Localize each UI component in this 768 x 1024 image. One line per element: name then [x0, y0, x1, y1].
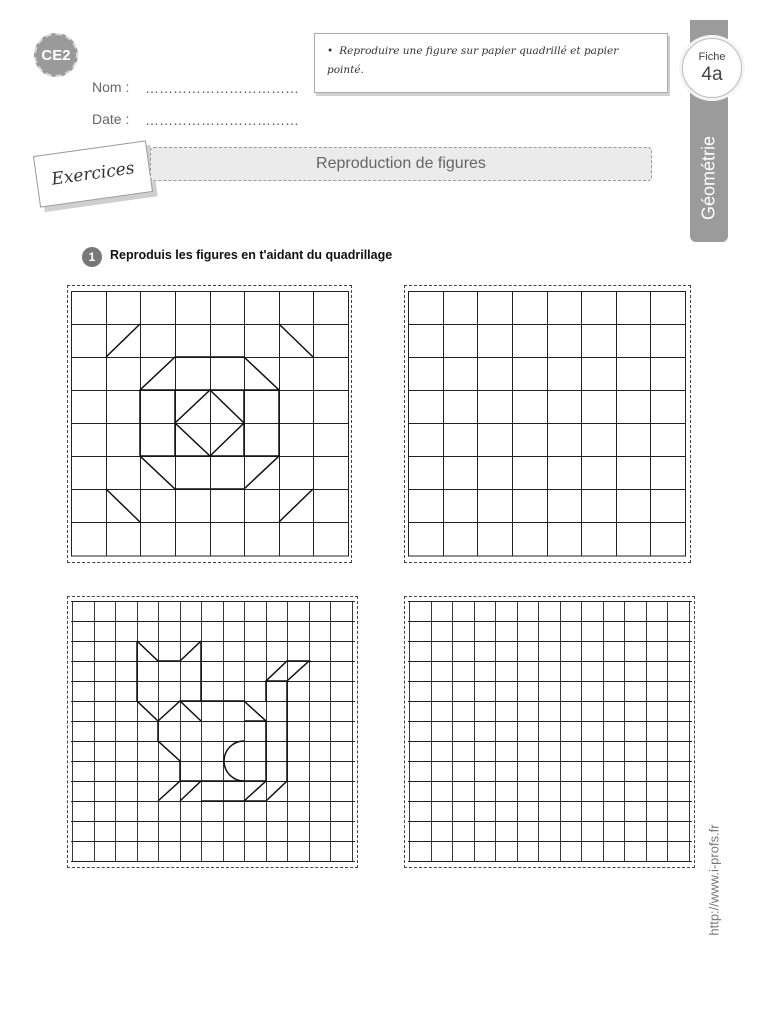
name-label: Nom : [92, 79, 130, 95]
bullet-icon: • [327, 45, 334, 57]
exercise-instruction: Reproduis les figures en t'aidant du quadrillage [110, 248, 393, 262]
copy-panel-2[interactable] [404, 596, 695, 868]
page-title: Reproduction de figures [150, 147, 652, 181]
model-panel-2 [67, 596, 358, 868]
exercise-number-badge: 1 [82, 247, 102, 267]
copy-panel-1[interactable] [404, 285, 691, 563]
fiche-label: Fiche [698, 51, 726, 63]
copy-grid-2 [405, 597, 694, 867]
objective-box [314, 33, 668, 93]
date-label: Date : [92, 111, 130, 127]
section-tag: Exercices [33, 140, 153, 207]
cat-figure [137, 641, 309, 801]
subject-label: Géométrie [698, 135, 719, 221]
level-badge: CE2 [34, 33, 78, 77]
date-field[interactable]: …………………………… [145, 112, 299, 128]
objective-text: Reproduire une figure sur papier quadrillé et papier pointé. [327, 45, 619, 76]
footer-url[interactable]: http://www.i-profs.fr [706, 824, 722, 936]
fiche-code: 4a [701, 64, 723, 85]
copy-grid-1 [405, 286, 690, 562]
model-panel-1 [67, 285, 352, 563]
model-grid-1 [68, 286, 351, 562]
fiche-badge [682, 38, 742, 98]
model-grid-2 [68, 597, 357, 867]
name-field[interactable]: …………………………… [145, 80, 299, 96]
